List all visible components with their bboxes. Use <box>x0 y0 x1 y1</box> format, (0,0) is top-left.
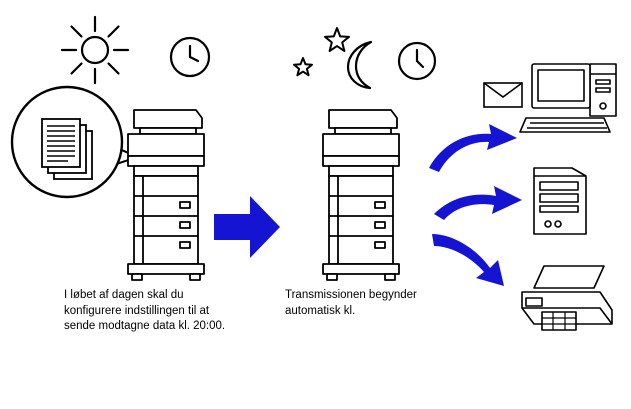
fax-machine-icon <box>508 262 618 340</box>
multifunction-printer-icon <box>110 104 218 284</box>
caption-right: Transmissionen begynder automatisk kl. <box>285 289 421 317</box>
document-stack-icon <box>42 119 92 179</box>
desktop-computer-icon <box>512 60 622 138</box>
curved-arrow-icon <box>425 120 520 180</box>
clock-icon <box>396 40 438 82</box>
server-tower-icon <box>528 164 590 240</box>
star-icon <box>292 56 314 78</box>
right-arrow-icon <box>212 194 282 260</box>
multifunction-printer-icon <box>305 104 413 284</box>
curved-arrow-icon <box>430 182 525 230</box>
clock-icon <box>168 35 212 79</box>
moon-crescent-icon <box>339 40 385 90</box>
caption-left: I løbet af dagen skal du konfigurere indstillingen til at sende modtagne data kl. 20:00. <box>64 289 226 333</box>
sun-icon <box>58 14 132 86</box>
envelope-icon <box>483 82 523 108</box>
